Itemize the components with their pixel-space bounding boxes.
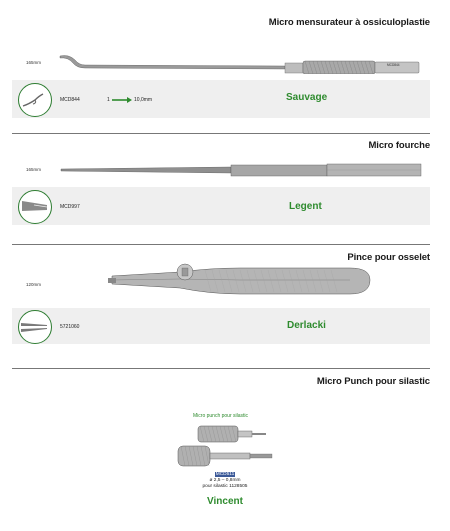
diameter: ø 2,5 – 0,8mm bbox=[209, 478, 241, 483]
instrument-length: 120mm bbox=[26, 282, 42, 287]
micro-mensurateur-image bbox=[55, 52, 425, 74]
product-code: MCD844 bbox=[60, 97, 80, 103]
instrument-length: 165mm bbox=[26, 167, 42, 172]
designer-name: Derlacki bbox=[287, 320, 326, 331]
micro-fourche-image bbox=[55, 160, 425, 180]
micro-punch-image bbox=[172, 422, 282, 470]
handle-engraving: MCD844 bbox=[387, 63, 400, 67]
section-title: Micro fourche bbox=[368, 140, 430, 151]
section-title: Micro mensurateur à ossiculoplastie bbox=[268, 17, 430, 28]
pince-osselet-image bbox=[100, 262, 380, 304]
product-code: 5721060 bbox=[60, 324, 80, 330]
silastic-reference: pour silastic 1128505 bbox=[202, 484, 248, 489]
arrow-right-icon bbox=[111, 96, 133, 104]
product-code: MCD997 bbox=[60, 204, 80, 210]
figure-caption: Micro punch pour silastic bbox=[193, 413, 249, 419]
section-divider bbox=[12, 133, 430, 134]
product-details bbox=[190, 472, 260, 490]
designer-name: Vincent bbox=[207, 496, 243, 507]
measure-start: 1 bbox=[107, 97, 110, 103]
tip-detail-circle bbox=[18, 310, 52, 344]
designer-name: Sauvage bbox=[286, 92, 328, 103]
tip-detail-circle bbox=[18, 83, 52, 117]
section-divider bbox=[12, 244, 430, 245]
section-title: Micro Punch pour silastic bbox=[316, 376, 430, 387]
instrument-length: 165mm bbox=[26, 60, 42, 65]
section-title: Pince pour osselet bbox=[347, 252, 430, 263]
measure-end: 10,0mm bbox=[134, 97, 153, 103]
product-code: MCD511 bbox=[215, 472, 235, 477]
section-divider bbox=[12, 368, 430, 369]
tip-detail-circle bbox=[18, 190, 52, 224]
designer-name: Legent bbox=[289, 201, 322, 212]
